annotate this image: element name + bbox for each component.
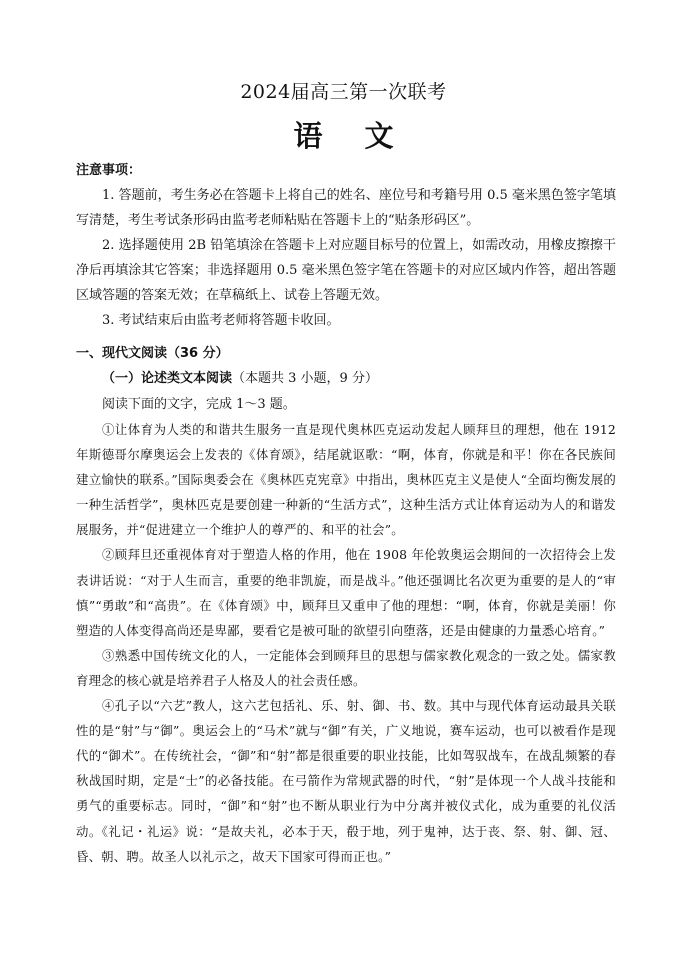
section-heading: 一、现代文阅读（36 分）: [76, 346, 229, 361]
notice-item-3: 3. 考试结束后由监考老师将答题卡收回。: [102, 313, 340, 328]
subject-title: 语 文: [293, 119, 410, 153]
sub-heading-title: （一）论述类文本阅读: [102, 371, 233, 386]
reading-instruction: 阅读下面的文字，完成 1～3 题。: [102, 397, 296, 412]
exam-title: 2024届高三第一次联考: [240, 81, 447, 103]
passage-paragraph-2: ②顾拜旦还重视体育对于塑造人格的作用，他在 1908 年伦敦奥运会期间的一次招待会上发表讲话说：“对于人生而言，重要的绝非凯旋，而是战斗。”他还强调比名次更为重要的是人的“审慎”“勇敢”和“高贵”。在《体育颂》中，顾拜旦又重申了他的理想：“啊，体育，你就是美丽！你塑造的人体变得高尚还是卑鄙，要看它是被可耻的欲望引向堕落，还是由健康的力量悉心培育。”: [76, 547, 616, 638]
sub-heading: [76, 366, 616, 392]
passage-paragraph-4: ④孔子以“六艺”教人，这六艺包括礼、乐、射、御、书、数。其中与现代体育运动最具关联性的是“射”与“御”。奥运会上的“马术”就与“御”有关，广义地说，赛车运动，也可以被看作是现代的“御术”。在传统社会，“御”和“射”都是很重要的职业技能，比如驾驭战车，在战乱频繁的春秋战国时期，定是“士”的必备技能。在弓箭作为常规武器的时代，“射”是体现一个人战斗技能和勇气的重要标志。同时，“御”和“射”也不断从职业行为中分离并被仪式化，成为重要的礼仪活动。《礼记・礼运》说：“是故夫礼，必本于天，殽于地，列于鬼神，达于丧、祭、射、御、冠、昏、朝、聘。故圣人以礼示之，故天下国家可得而正也。”: [76, 698, 616, 864]
section-modern-reading: [76, 342, 616, 869]
notice-item-2: 2. 选择题使用 2B 铅笔填涂在答题卡上对应题目标号的位置上，如需改动，用橡皮擦擦干净后再填涂其它答案；非选择题用 0.5 毫米黑色签字笔在答题卡的对应区域内作答，超出答题区域答题的答案无效；在草稿纸上、试卷上答题无效。: [76, 238, 616, 303]
passage-paragraph-3: ③熟悉中国传统文化的人，一定能体会到顾拜旦的思想与儒家教化观念的一致之处。儒家教育理念的核心就是培养君子人格及人的社会责任感。: [76, 647, 616, 688]
sub-heading-note: （本题共 3 小题，9 分）: [232, 371, 378, 386]
notice-heading: 注意事项：: [76, 163, 142, 178]
passage-paragraph-1: ①让体育为人类的和谐共生服务一直是现代奥林匹克运动发起人顾拜旦的理想，他在 1912 年斯德哥尔摩奥运会上发表的《体育颂》，结尾就讴歌：“啊，体育，你就是和平！你在各民族间建立愉快的联系。”国际奥委会在《奥林匹克宪章》中指出，奥林匹克主义是使人“全面均衡发展的一种生活哲学”，奥林匹克是要创建一种新的“生活方式”，这种生活方式让体育运动为人的和谐发展服务，并“促进建立一个维护人的尊严的、和平的社会”。: [76, 422, 616, 538]
notice-block: [76, 159, 616, 333]
notice-item-1: 1. 答题前，考生务必在答题卡上将自己的姓名、座位号和考籍号用 0.5 毫米黑色签字笔填写清楚，考生考试条形码由监考老师粘贴在答题卡上的“贴条形码区”。: [76, 188, 616, 228]
